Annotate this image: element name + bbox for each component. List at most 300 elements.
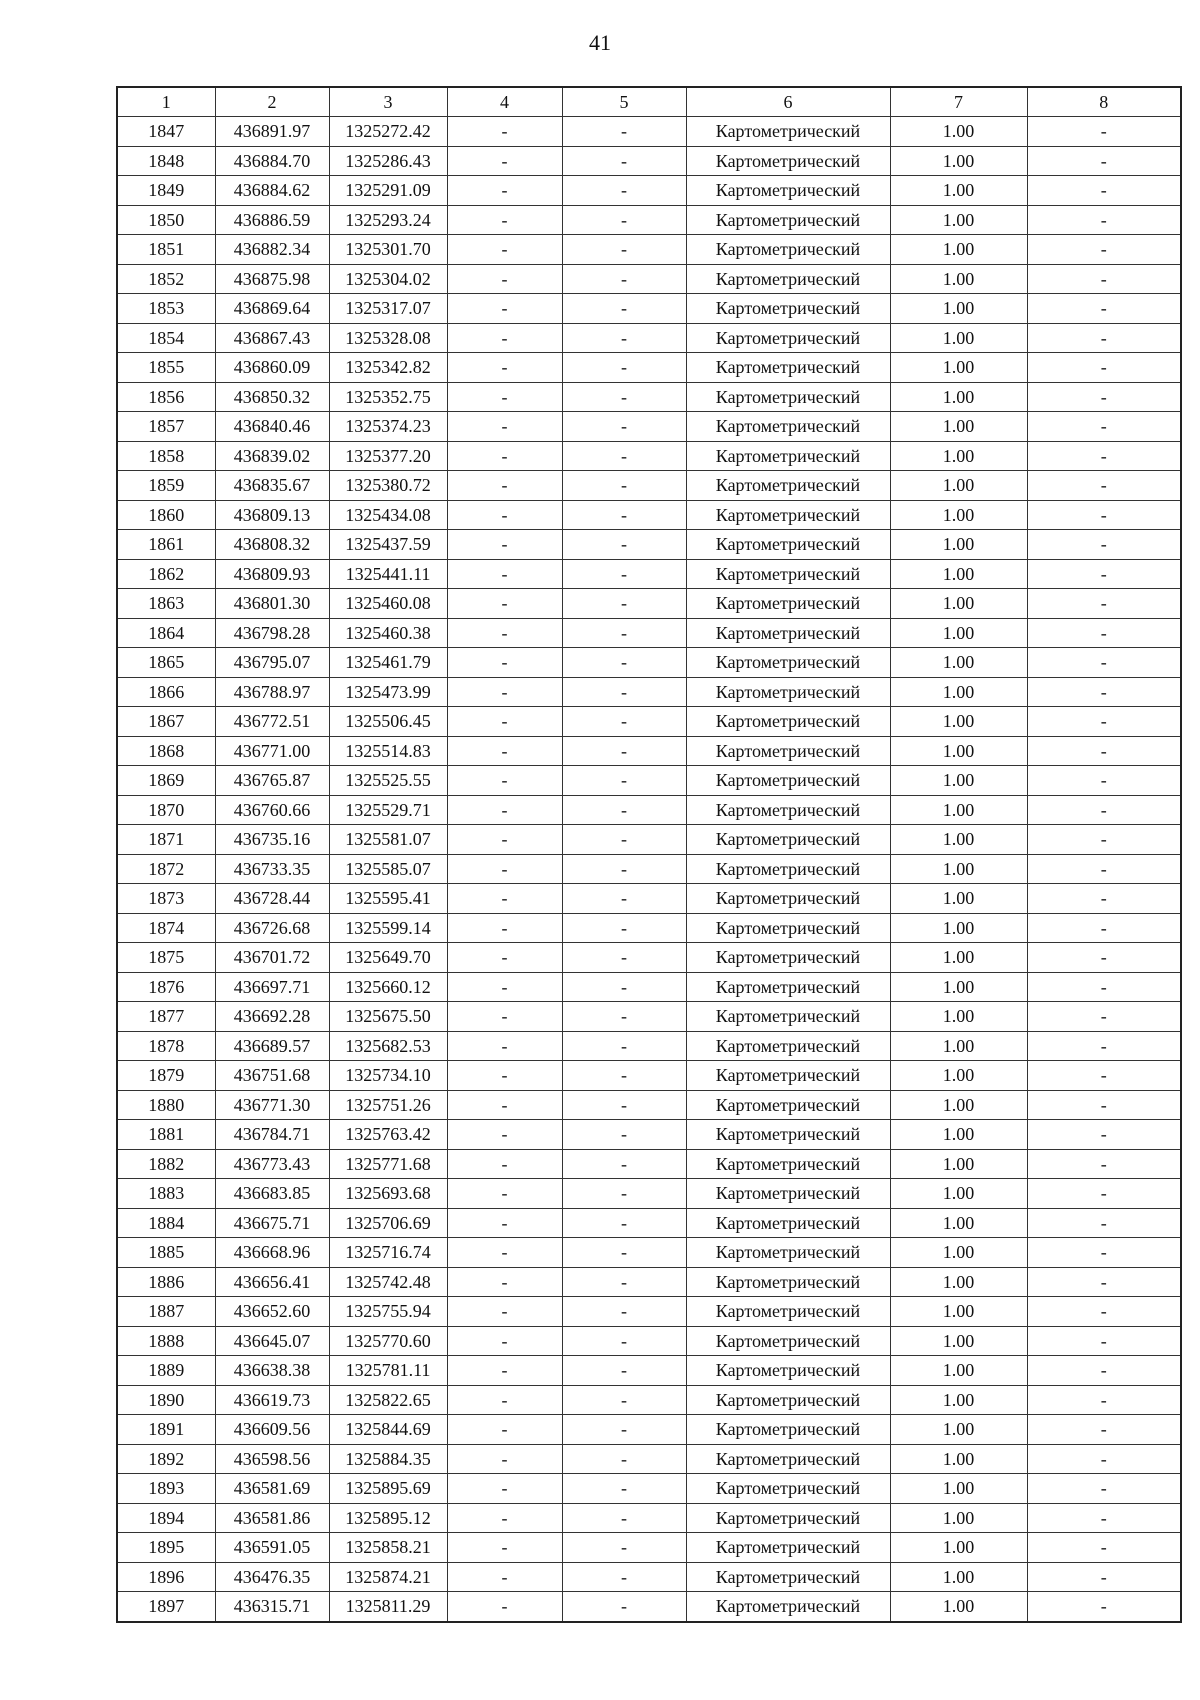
- column-4-cell: -: [447, 323, 562, 353]
- point-number-cell: 1856: [117, 382, 215, 412]
- x-coordinate-cell: 436697.71: [215, 972, 329, 1002]
- accuracy-cell: 1.00: [890, 1120, 1027, 1150]
- column-4-cell: -: [447, 1031, 562, 1061]
- table-row: [117, 677, 1181, 707]
- point-number-cell: 1878: [117, 1031, 215, 1061]
- point-number-cell: 1897: [117, 1592, 215, 1622]
- method-cell: Картометрический: [686, 1592, 890, 1622]
- point-number-cell: 1889: [117, 1356, 215, 1386]
- method-cell: Картометрический: [686, 795, 890, 825]
- column-8-cell: -: [1027, 943, 1181, 973]
- y-coordinate-cell: 1325742.48: [329, 1267, 447, 1297]
- point-number-cell: 1887: [117, 1297, 215, 1327]
- column-8-cell: -: [1027, 294, 1181, 324]
- y-coordinate-cell: 1325822.65: [329, 1385, 447, 1415]
- point-number-cell: 1861: [117, 530, 215, 560]
- x-coordinate-cell: 436884.70: [215, 146, 329, 176]
- accuracy-cell: 1.00: [890, 1031, 1027, 1061]
- y-coordinate-cell: 1325342.82: [329, 353, 447, 383]
- table-row: [117, 294, 1181, 324]
- point-number-cell: 1882: [117, 1149, 215, 1179]
- column-8-cell: -: [1027, 1061, 1181, 1091]
- column-4-cell: -: [447, 1208, 562, 1238]
- column-4-cell: -: [447, 294, 562, 324]
- accuracy-cell: 1.00: [890, 294, 1027, 324]
- table-row: [117, 1267, 1181, 1297]
- column-5-cell: -: [562, 500, 686, 530]
- accuracy-cell: 1.00: [890, 1533, 1027, 1563]
- column-4-cell: -: [447, 1474, 562, 1504]
- column-header-1: 1: [117, 87, 215, 117]
- column-8-cell: -: [1027, 382, 1181, 412]
- table-row: [117, 1238, 1181, 1268]
- column-5-cell: -: [562, 1061, 686, 1091]
- x-coordinate-cell: 436891.97: [215, 117, 329, 147]
- column-5-cell: -: [562, 205, 686, 235]
- accuracy-cell: 1.00: [890, 1474, 1027, 1504]
- x-coordinate-cell: 436840.46: [215, 412, 329, 442]
- table-row: [117, 146, 1181, 176]
- table-row: [117, 264, 1181, 294]
- column-4-cell: -: [447, 235, 562, 265]
- column-8-cell: -: [1027, 736, 1181, 766]
- point-number-cell: 1871: [117, 825, 215, 855]
- column-4-cell: -: [447, 146, 562, 176]
- method-cell: Картометрический: [686, 1179, 890, 1209]
- point-number-cell: 1870: [117, 795, 215, 825]
- table-row: [117, 205, 1181, 235]
- column-5-cell: -: [562, 1297, 686, 1327]
- coordinates-table: [116, 86, 1182, 1623]
- accuracy-cell: 1.00: [890, 559, 1027, 589]
- column-header-6: 6: [686, 87, 890, 117]
- column-8-cell: -: [1027, 559, 1181, 589]
- point-number-cell: 1849: [117, 176, 215, 206]
- y-coordinate-cell: 1325514.83: [329, 736, 447, 766]
- column-5-cell: -: [562, 1179, 686, 1209]
- table-row: [117, 1415, 1181, 1445]
- column-5-cell: -: [562, 412, 686, 442]
- point-number-cell: 1865: [117, 648, 215, 678]
- point-number-cell: 1862: [117, 559, 215, 589]
- method-cell: Картометрический: [686, 264, 890, 294]
- x-coordinate-cell: 436798.28: [215, 618, 329, 648]
- column-4-cell: -: [447, 854, 562, 884]
- accuracy-cell: 1.00: [890, 353, 1027, 383]
- accuracy-cell: 1.00: [890, 943, 1027, 973]
- x-coordinate-cell: 436619.73: [215, 1385, 329, 1415]
- table-row: [117, 1002, 1181, 1032]
- accuracy-cell: 1.00: [890, 648, 1027, 678]
- column-4-cell: -: [447, 1415, 562, 1445]
- table-row: [117, 1533, 1181, 1563]
- table-row: [117, 500, 1181, 530]
- column-4-cell: -: [447, 1267, 562, 1297]
- point-number-cell: 1888: [117, 1326, 215, 1356]
- point-number-cell: 1864: [117, 618, 215, 648]
- method-cell: Картометрический: [686, 1267, 890, 1297]
- accuracy-cell: 1.00: [890, 1356, 1027, 1386]
- table-row: [117, 795, 1181, 825]
- point-number-cell: 1873: [117, 884, 215, 914]
- method-cell: Картометрический: [686, 766, 890, 796]
- point-number-cell: 1883: [117, 1179, 215, 1209]
- point-number-cell: 1872: [117, 854, 215, 884]
- column-4-cell: -: [447, 500, 562, 530]
- column-4-cell: -: [447, 176, 562, 206]
- table-row: [117, 1031, 1181, 1061]
- method-cell: Картометрический: [686, 884, 890, 914]
- method-cell: Картометрический: [686, 854, 890, 884]
- column-8-cell: -: [1027, 235, 1181, 265]
- y-coordinate-cell: 1325895.12: [329, 1503, 447, 1533]
- y-coordinate-cell: 1325374.23: [329, 412, 447, 442]
- x-coordinate-cell: 436598.56: [215, 1444, 329, 1474]
- point-number-cell: 1857: [117, 412, 215, 442]
- method-cell: Картометрический: [686, 972, 890, 1002]
- column-5-cell: -: [562, 1120, 686, 1150]
- column-4-cell: -: [447, 1238, 562, 1268]
- column-8-cell: -: [1027, 500, 1181, 530]
- column-4-cell: -: [447, 1297, 562, 1327]
- method-cell: Картометрический: [686, 323, 890, 353]
- x-coordinate-cell: 436850.32: [215, 382, 329, 412]
- column-8-cell: -: [1027, 972, 1181, 1002]
- table-row: [117, 589, 1181, 619]
- method-cell: Картометрический: [686, 1562, 890, 1592]
- column-5-cell: -: [562, 736, 686, 766]
- column-4-cell: -: [447, 1503, 562, 1533]
- x-coordinate-cell: 436689.57: [215, 1031, 329, 1061]
- column-8-cell: -: [1027, 913, 1181, 943]
- column-4-cell: -: [447, 1533, 562, 1563]
- column-8-cell: -: [1027, 854, 1181, 884]
- page-number: 41: [589, 30, 611, 55]
- accuracy-cell: 1.00: [890, 323, 1027, 353]
- y-coordinate-cell: 1325473.99: [329, 677, 447, 707]
- column-5-cell: -: [562, 1267, 686, 1297]
- point-number-cell: 1894: [117, 1503, 215, 1533]
- y-coordinate-cell: 1325858.21: [329, 1533, 447, 1563]
- y-coordinate-cell: 1325716.74: [329, 1238, 447, 1268]
- column-4-cell: -: [447, 530, 562, 560]
- method-cell: Картометрический: [686, 1415, 890, 1445]
- column-8-cell: -: [1027, 1031, 1181, 1061]
- accuracy-cell: 1.00: [890, 854, 1027, 884]
- x-coordinate-cell: 436801.30: [215, 589, 329, 619]
- column-5-cell: -: [562, 294, 686, 324]
- column-8-cell: -: [1027, 146, 1181, 176]
- column-5-cell: -: [562, 707, 686, 737]
- column-4-cell: -: [447, 1120, 562, 1150]
- y-coordinate-cell: 1325272.42: [329, 117, 447, 147]
- table-row: [117, 1149, 1181, 1179]
- column-4-cell: -: [447, 1061, 562, 1091]
- method-cell: Картометрический: [686, 176, 890, 206]
- accuracy-cell: 1.00: [890, 441, 1027, 471]
- x-coordinate-cell: 436875.98: [215, 264, 329, 294]
- column-5-cell: -: [562, 1592, 686, 1622]
- method-cell: Картометрический: [686, 1326, 890, 1356]
- method-cell: Картометрический: [686, 471, 890, 501]
- accuracy-cell: 1.00: [890, 618, 1027, 648]
- column-4-cell: -: [447, 766, 562, 796]
- point-number-cell: 1852: [117, 264, 215, 294]
- y-coordinate-cell: 1325895.69: [329, 1474, 447, 1504]
- method-cell: Картометрический: [686, 1444, 890, 1474]
- column-5-cell: -: [562, 1474, 686, 1504]
- column-5-cell: -: [562, 264, 686, 294]
- y-coordinate-cell: 1325437.59: [329, 530, 447, 560]
- method-cell: Картометрический: [686, 235, 890, 265]
- method-cell: Картометрический: [686, 1385, 890, 1415]
- y-coordinate-cell: 1325441.11: [329, 559, 447, 589]
- column-4-cell: -: [447, 1592, 562, 1622]
- column-8-cell: -: [1027, 677, 1181, 707]
- column-8-cell: -: [1027, 1267, 1181, 1297]
- column-5-cell: -: [562, 825, 686, 855]
- x-coordinate-cell: 436656.41: [215, 1267, 329, 1297]
- x-coordinate-cell: 436645.07: [215, 1326, 329, 1356]
- column-5-cell: -: [562, 471, 686, 501]
- column-5-cell: -: [562, 441, 686, 471]
- point-number-cell: 1854: [117, 323, 215, 353]
- method-cell: Картометрический: [686, 1061, 890, 1091]
- column-5-cell: -: [562, 559, 686, 589]
- accuracy-cell: 1.00: [890, 412, 1027, 442]
- x-coordinate-cell: 436835.67: [215, 471, 329, 501]
- point-number-cell: 1884: [117, 1208, 215, 1238]
- column-5-cell: -: [562, 618, 686, 648]
- x-coordinate-cell: 436733.35: [215, 854, 329, 884]
- accuracy-cell: 1.00: [890, 1415, 1027, 1445]
- x-coordinate-cell: 436784.71: [215, 1120, 329, 1150]
- y-coordinate-cell: 1325304.02: [329, 264, 447, 294]
- column-5-cell: -: [562, 1149, 686, 1179]
- method-cell: Картометрический: [686, 1002, 890, 1032]
- accuracy-cell: 1.00: [890, 1267, 1027, 1297]
- column-5-cell: -: [562, 648, 686, 678]
- column-5-cell: -: [562, 766, 686, 796]
- table-row: [117, 1061, 1181, 1091]
- y-coordinate-cell: 1325706.69: [329, 1208, 447, 1238]
- table-row: [117, 1120, 1181, 1150]
- y-coordinate-cell: 1325328.08: [329, 323, 447, 353]
- point-number-cell: 1866: [117, 677, 215, 707]
- point-number-cell: 1893: [117, 1474, 215, 1504]
- method-cell: Картометрический: [686, 205, 890, 235]
- x-coordinate-cell: 436652.60: [215, 1297, 329, 1327]
- x-coordinate-cell: 436884.62: [215, 176, 329, 206]
- column-5-cell: -: [562, 972, 686, 1002]
- table-row: [117, 353, 1181, 383]
- accuracy-cell: 1.00: [890, 1149, 1027, 1179]
- column-8-cell: -: [1027, 323, 1181, 353]
- column-4-cell: -: [447, 825, 562, 855]
- column-4-cell: -: [447, 441, 562, 471]
- table-row: [117, 943, 1181, 973]
- point-number-cell: 1874: [117, 913, 215, 943]
- column-5-cell: -: [562, 1208, 686, 1238]
- column-4-cell: -: [447, 677, 562, 707]
- point-number-cell: 1869: [117, 766, 215, 796]
- table-row: [117, 1474, 1181, 1504]
- accuracy-cell: 1.00: [890, 471, 1027, 501]
- point-number-cell: 1863: [117, 589, 215, 619]
- column-4-cell: -: [447, 382, 562, 412]
- accuracy-cell: 1.00: [890, 1503, 1027, 1533]
- column-4-cell: -: [447, 1562, 562, 1592]
- point-number-cell: 1848: [117, 146, 215, 176]
- point-number-cell: 1890: [117, 1385, 215, 1415]
- column-5-cell: -: [562, 1090, 686, 1120]
- column-8-cell: -: [1027, 471, 1181, 501]
- column-8-cell: -: [1027, 1297, 1181, 1327]
- column-4-cell: -: [447, 943, 562, 973]
- method-cell: Картометрический: [686, 736, 890, 766]
- y-coordinate-cell: 1325771.68: [329, 1149, 447, 1179]
- column-4-cell: -: [447, 884, 562, 914]
- accuracy-cell: 1.00: [890, 766, 1027, 796]
- column-5-cell: -: [562, 677, 686, 707]
- column-8-cell: -: [1027, 1415, 1181, 1445]
- table-row: [117, 1326, 1181, 1356]
- column-5-cell: -: [562, 382, 686, 412]
- column-8-cell: -: [1027, 1533, 1181, 1563]
- accuracy-cell: 1.00: [890, 264, 1027, 294]
- method-cell: Картометрический: [686, 1149, 890, 1179]
- y-coordinate-cell: 1325649.70: [329, 943, 447, 973]
- column-4-cell: -: [447, 972, 562, 1002]
- column-5-cell: -: [562, 1356, 686, 1386]
- accuracy-cell: 1.00: [890, 146, 1027, 176]
- method-cell: Картометрический: [686, 618, 890, 648]
- column-8-cell: -: [1027, 1474, 1181, 1504]
- column-8-cell: -: [1027, 353, 1181, 383]
- table-row: [117, 1297, 1181, 1327]
- table-row: [117, 648, 1181, 678]
- accuracy-cell: 1.00: [890, 1179, 1027, 1209]
- method-cell: Картометрический: [686, 1297, 890, 1327]
- accuracy-cell: 1.00: [890, 795, 1027, 825]
- x-coordinate-cell: 436675.71: [215, 1208, 329, 1238]
- method-cell: Картометрический: [686, 530, 890, 560]
- column-5-cell: -: [562, 913, 686, 943]
- column-8-cell: -: [1027, 205, 1181, 235]
- column-5-cell: -: [562, 1533, 686, 1563]
- method-cell: Картометрический: [686, 146, 890, 176]
- method-cell: Картометрический: [686, 1474, 890, 1504]
- column-5-cell: -: [562, 530, 686, 560]
- y-coordinate-cell: 1325377.20: [329, 441, 447, 471]
- point-number-cell: 1855: [117, 353, 215, 383]
- column-4-cell: -: [447, 589, 562, 619]
- column-header-2: 2: [215, 87, 329, 117]
- table-row: [117, 913, 1181, 943]
- column-header-4: 4: [447, 87, 562, 117]
- column-5-cell: -: [562, 1326, 686, 1356]
- method-cell: Картометрический: [686, 441, 890, 471]
- column-8-cell: -: [1027, 1562, 1181, 1592]
- column-8-cell: -: [1027, 1002, 1181, 1032]
- column-4-cell: -: [447, 471, 562, 501]
- table-row: [117, 382, 1181, 412]
- column-header-5: 5: [562, 87, 686, 117]
- x-coordinate-cell: 436765.87: [215, 766, 329, 796]
- column-5-cell: -: [562, 1031, 686, 1061]
- table-row: [117, 1444, 1181, 1474]
- y-coordinate-cell: 1325734.10: [329, 1061, 447, 1091]
- table-row: [117, 884, 1181, 914]
- method-cell: Картометрический: [686, 677, 890, 707]
- table-row: [117, 176, 1181, 206]
- table-row: [117, 412, 1181, 442]
- y-coordinate-cell: 1325529.71: [329, 795, 447, 825]
- x-coordinate-cell: 436771.30: [215, 1090, 329, 1120]
- y-coordinate-cell: 1325460.08: [329, 589, 447, 619]
- table-body: [117, 117, 1181, 1622]
- accuracy-cell: 1.00: [890, 1592, 1027, 1622]
- column-5-cell: -: [562, 854, 686, 884]
- x-coordinate-cell: 436751.68: [215, 1061, 329, 1091]
- column-4-cell: -: [447, 353, 562, 383]
- x-coordinate-cell: 436839.02: [215, 441, 329, 471]
- accuracy-cell: 1.00: [890, 1238, 1027, 1268]
- column-5-cell: -: [562, 884, 686, 914]
- column-4-cell: -: [447, 1356, 562, 1386]
- column-8-cell: -: [1027, 589, 1181, 619]
- column-8-cell: -: [1027, 264, 1181, 294]
- x-coordinate-cell: 436869.64: [215, 294, 329, 324]
- table-row: [117, 559, 1181, 589]
- table-row: [117, 471, 1181, 501]
- accuracy-cell: 1.00: [890, 884, 1027, 914]
- accuracy-cell: 1.00: [890, 500, 1027, 530]
- method-cell: Картометрический: [686, 943, 890, 973]
- table-row: [117, 736, 1181, 766]
- accuracy-cell: 1.00: [890, 235, 1027, 265]
- column-4-cell: -: [447, 1385, 562, 1415]
- column-4-cell: -: [447, 264, 562, 294]
- y-coordinate-cell: 1325301.70: [329, 235, 447, 265]
- method-cell: Картометрический: [686, 913, 890, 943]
- accuracy-cell: 1.00: [890, 205, 1027, 235]
- x-coordinate-cell: 436808.32: [215, 530, 329, 560]
- method-cell: Картометрический: [686, 589, 890, 619]
- table-row: [117, 1562, 1181, 1592]
- column-8-cell: -: [1027, 117, 1181, 147]
- y-coordinate-cell: 1325682.53: [329, 1031, 447, 1061]
- x-coordinate-cell: 436638.38: [215, 1356, 329, 1386]
- table-row: [117, 1592, 1181, 1622]
- y-coordinate-cell: 1325874.21: [329, 1562, 447, 1592]
- y-coordinate-cell: 1325781.11: [329, 1356, 447, 1386]
- column-8-cell: -: [1027, 412, 1181, 442]
- x-coordinate-cell: 436581.86: [215, 1503, 329, 1533]
- column-5-cell: -: [562, 1238, 686, 1268]
- column-8-cell: -: [1027, 884, 1181, 914]
- table-row: [117, 707, 1181, 737]
- x-coordinate-cell: 436683.85: [215, 1179, 329, 1209]
- table-row: [117, 1090, 1181, 1120]
- column-8-cell: -: [1027, 1592, 1181, 1622]
- x-coordinate-cell: 436882.34: [215, 235, 329, 265]
- column-8-cell: -: [1027, 825, 1181, 855]
- column-8-cell: -: [1027, 795, 1181, 825]
- point-number-cell: 1891: [117, 1415, 215, 1445]
- y-coordinate-cell: 1325763.42: [329, 1120, 447, 1150]
- column-4-cell: -: [447, 648, 562, 678]
